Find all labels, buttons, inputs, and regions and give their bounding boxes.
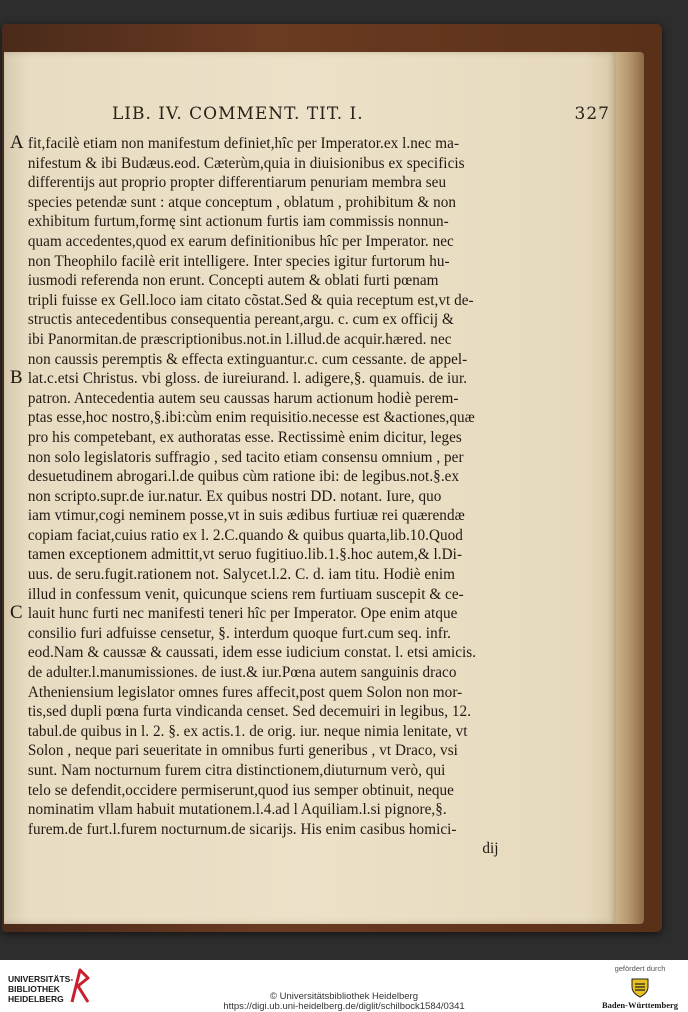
running-head-title: LIB. IV. COMMENT. TIT. I. — [112, 104, 364, 124]
text-line — [10, 389, 606, 409]
line-text: fit,facilè etiam non manifestum definiet,hîc per Imperator.ex l.nec ma- — [27, 135, 460, 152]
text-line — [10, 330, 606, 350]
line-text: eod.Nam & caussæ & caussati, idem esse iudicium constat. l. etsi amicis. — [27, 644, 477, 662]
text-line — [10, 741, 606, 761]
copyright-text: © Universitätsbibliothek Heidelberg — [270, 991, 418, 1002]
text-line — [10, 173, 606, 193]
text-line — [10, 193, 606, 213]
line-text: tabul.de quibus in l. 2. §. ex actis.1. de orig. iur. neque nimia lenitate, vt — [27, 722, 468, 740]
line-text: lat.c.etsi Christus. vbi gloss. de iureiurand. l. adigere,§. quamuis. de iur. — [27, 370, 468, 388]
line-text: telo se defendit,occidere permiserunt,quod ius semper obtinuit, neque — [27, 781, 454, 799]
sponsor-name: Baden-Württemberg — [601, 1000, 678, 1010]
text-line — [10, 448, 606, 468]
line-text: uus. de seru.fugit.rationem not. Salycet.l.2. C. d. iam titu. Hodiè enim — [27, 566, 456, 584]
margin-letter: A — [10, 132, 24, 153]
running-head — [112, 104, 612, 128]
line-text: consilio furi adfuisse censetur, §. interdum quoque furt.cum seq. infr. — [27, 624, 451, 642]
state-crest-icon — [629, 976, 651, 998]
text-line — [10, 545, 606, 565]
text-line — [10, 820, 606, 840]
margin-letter: C — [10, 602, 23, 624]
page-number: 327 — [574, 104, 610, 124]
line-text: tripli fuisse ex Gell.loco iam citato cõstat.Sed & quia receptum est,vt de- — [27, 291, 474, 309]
line-text: non caussis peremptis & effecta extinguantur.c. cum cessante. de appel- — [27, 350, 468, 368]
line-text: quam accedentes,quod ex earum definitionibus hîc per Imperator. nec — [27, 232, 454, 250]
text-line — [10, 408, 606, 428]
text-line — [10, 467, 606, 487]
library-name-line2: BIBLIOTHEK — [8, 984, 60, 994]
line-text: de adulter.l.manumissiones. de iust.& iur.Pœna autem sanguinis draco — [27, 664, 457, 682]
text-line — [10, 232, 606, 252]
line-text: Atheniensium legislator omnes fures affecit,post quem Solon non mor- — [27, 683, 463, 701]
line-text: ptas esse,hoc nostro,§.ibi:cùm enim requisitio.necesse est &actiones,quæ — [27, 409, 475, 427]
margin-letter: B — [10, 367, 23, 389]
line-text: iusmodi referenda non erunt. Concepti autem & oblati furti pœnam — [27, 272, 439, 290]
line-text: ibi Panormitan.de præscriptionibus.not.in l.illud.de acquir.hæred. nec — [27, 330, 452, 348]
footer — [0, 960, 688, 1012]
line-text: structis antecedentibus consequentia pereant,argu. c. cum ex officij & — [27, 311, 454, 329]
line-text: non scripto.supr.de iur.natur. Ex quibus nostri DD. notant. Iure, quo — [27, 487, 442, 505]
text-line — [10, 350, 606, 370]
book-page — [4, 52, 616, 924]
text-line — [10, 134, 606, 154]
text-line — [10, 663, 606, 683]
library-name-line1: UNIVERSITÄTS- — [8, 974, 74, 984]
text-line — [10, 271, 606, 291]
sponsor-label: gefördert durch — [614, 964, 666, 973]
line-text: sunt. Nam nocturnum furem citra distinctionem,diuturnum verò, qui — [27, 762, 446, 779]
permalink[interactable]: https://digi.ub.uni-heidelberg.de/diglit/schilbock1584/0341 — [223, 1001, 465, 1012]
text-line — [10, 252, 606, 272]
text-line — [10, 781, 606, 801]
line-text: nifestum & ibi Budæus.eod. Cæterùm,quia in diuisionibus ex specificis — [27, 154, 465, 172]
text-line — [10, 604, 606, 624]
line-text: illud in confessum venit, quicunque sciens rem furtiuam suscepit & ce- — [27, 585, 464, 603]
library-name-line3: HEIDELBERG — [8, 994, 64, 1004]
sponsor-block — [600, 964, 680, 1010]
line-text: non Theophilo facilè erit intelligere. Inter species igitur furtorum hu- — [27, 252, 450, 270]
text-line — [10, 291, 606, 311]
text-line — [10, 154, 606, 174]
text-line — [10, 369, 606, 389]
line-text: pro his competebant, ex authoratas esse. Rectissimè enim dicitur, leges — [27, 428, 462, 446]
line-text: tamen exceptionem admittit,vt seruo fugitiuo.lib.1.§.hoc autem,& l.Di- — [27, 546, 463, 564]
text-line — [10, 643, 606, 663]
line-text: exhibitum furtum,formę sint actionum furtis iam commissis nonnun- — [27, 213, 449, 231]
catchword: dij — [482, 840, 499, 858]
text-line — [10, 683, 606, 703]
text-line — [10, 428, 606, 448]
line-text: tis,sed dupli pœna furta vindicanda censet. Sed decemuiri in legibus, 12. — [27, 703, 472, 721]
line-text: Solon , neque pari seueritate in omnibus furti generibus , vt Draco, vsi — [27, 742, 458, 760]
line-text: species petendæ sunt : atque conceptum , oblatum , prohibitum & non — [27, 193, 457, 211]
text-line — [10, 526, 606, 546]
line-text: lauit hunc furti nec manifesti teneri hîc per Imperator. Ope enim atque — [27, 605, 458, 623]
text-line — [10, 506, 606, 526]
line-text: desuetudinem abrogari.l.de quibus cùm ratione ibi: de legibus.not.§.ex — [27, 468, 460, 486]
text-line — [10, 487, 606, 507]
text-line — [10, 800, 606, 820]
line-text: patron. Antecedentia autem seu caussas harum actionum hodiè perem- — [27, 389, 459, 407]
text-block — [10, 134, 610, 859]
line-text: copiam faciat,cuius ratio ex l. 2.C.quando & quibus quarta,lib.10.Quod — [27, 526, 463, 544]
line-text: nominatim vllam habuit mutationem.l.4.ad l Aquiliam.l.si pignore,§. — [27, 801, 447, 819]
text-line — [10, 722, 606, 742]
text-line — [10, 565, 606, 585]
text-line — [10, 702, 606, 722]
text-line — [10, 761, 606, 781]
line-text: non solo legislatoris suffragio , sed tacito etiam consensu omnium , per — [27, 448, 464, 466]
line-text: iam vtimur,cogi neminem posse,vt in suis ædibus furtiuæ rei quærendæ — [27, 507, 465, 525]
text-line — [10, 624, 606, 644]
text-line — [10, 585, 606, 605]
text-line — [10, 310, 606, 330]
line-text: differentijs aut proprio propter differentiarum penuriam membra seu — [27, 174, 447, 192]
text-line — [10, 212, 606, 232]
line-text: furem.de furt.l.furem nocturnum.de sicarijs. His enim casibus homici- — [27, 820, 457, 838]
